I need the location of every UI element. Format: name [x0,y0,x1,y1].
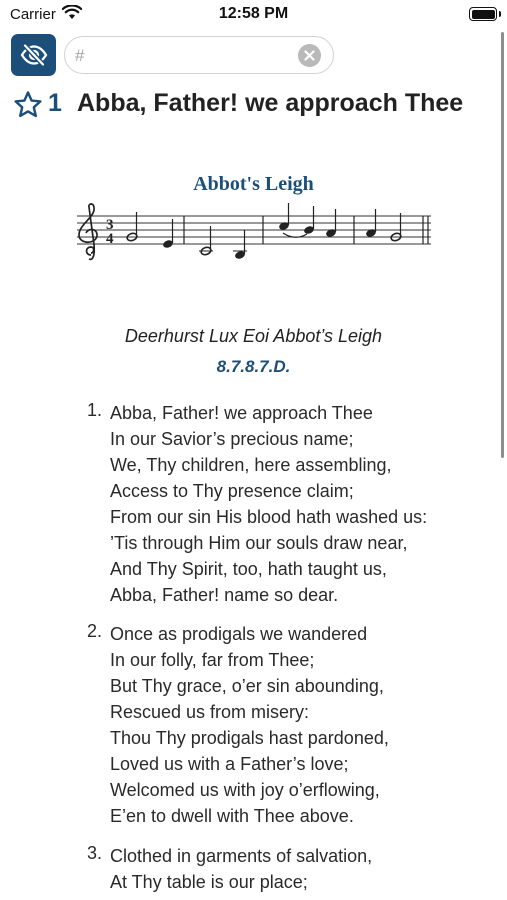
tune-name: Abbot's Leigh [193,173,314,195]
svg-text:3: 3 [106,217,114,233]
status-bar [0,0,507,30]
clear-search-button[interactable] [298,44,321,67]
verse-line: We, Thy children, here assembling, [110,455,392,475]
verse-line: Rescued us from misery: [110,702,310,722]
verse-line: From our sin His blood hath washed us: [110,507,428,527]
verse-line: In our folly, far from Thee; [110,650,315,670]
verse-number: 3. [86,843,102,863]
search-input[interactable] [73,43,302,69]
verse-line: In our Savior’s precious name; [110,429,354,449]
verse-line: At Thy table is our place; [110,872,308,892]
music-staff-image [73,203,435,265]
meter: 8.7.8.7.D. [216,357,291,376]
scrollbar[interactable] [501,32,504,458]
favorite-star-icon[interactable] [13,90,43,120]
verse-line: But Thy grace, o’er sin abounding, [110,676,384,696]
verse-line: ’Tis through Him our souls draw near, [110,533,408,553]
verse-line: Thou Thy prodigals hast pardoned, [110,728,389,748]
verse-line: Welcomed us with joy o’erflowing, [110,780,380,800]
clear-icon [304,50,315,61]
carrier-label: Carrier [10,6,56,23]
verse-number: 1. [86,400,102,420]
verse-line: E’en to dwell with Thee above. [110,806,354,826]
verse-line: Loved us with a Father’s love; [110,754,349,774]
verse-line: Abba, Father! name so dear. [110,585,339,605]
svg-text:4: 4 [106,231,114,247]
verse-line: And Thy Spirit, too, hath taught us, [110,559,387,579]
verse-line: Clothed in garments of salvation, [110,846,373,866]
hymn-number: 1 [48,89,62,117]
battery-icon [469,7,497,21]
search-field[interactable] [64,36,334,74]
verse-line: Access to Thy presence claim; [110,481,354,501]
verse-line: Once as prodigals we wandered [110,624,368,644]
hymn-title: Abba, Father! we approach Thee [77,89,464,117]
status-time: 12:58 PM [218,5,289,22]
tune-names: Deerhurst Lux Eoi Abbot’s Leigh [124,326,383,346]
verse-number: 2. [86,621,102,641]
verse-line: Abba, Father! we approach Thee [110,403,373,423]
eye-slash-icon [20,44,48,66]
eye-toggle-button[interactable] [11,34,56,76]
